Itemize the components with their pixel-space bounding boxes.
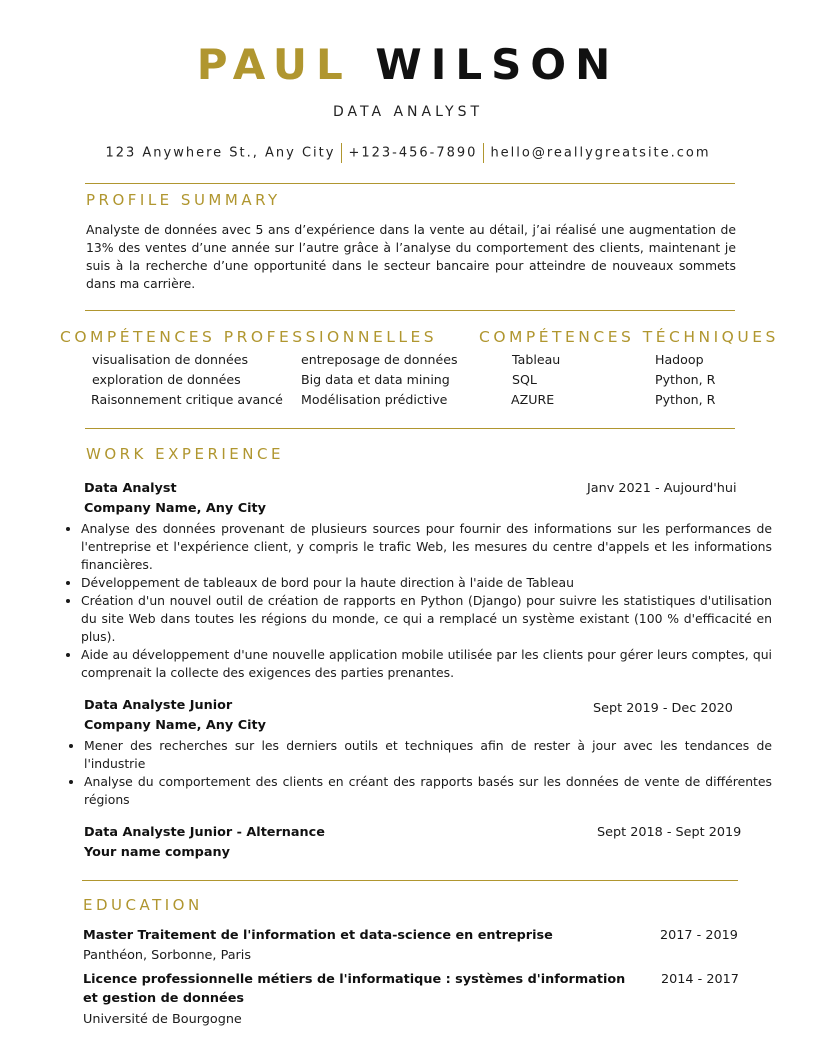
skills-pro-heading: COMPÉTENCES PROFESSIONNELLES — [60, 328, 438, 346]
education-dates: 2014 - 2017 — [661, 972, 739, 987]
job-dates: Sept 2018 - Sept 2019 — [597, 825, 742, 840]
contact-line — [0, 143, 816, 163]
skill-item: Modélisation prédictive — [301, 392, 448, 407]
tech-skill-item: Python, R — [655, 372, 716, 387]
job-title: Data Analyst — [84, 481, 177, 496]
bullet-item: • Création d'un nouvel outil de création de rapports en Python (Django) pour suivre les statistiques d'utilisation du site Web dans toutes les régions du monde, ce qui a remplacé un système existant (100 % d'efficacité en plus). — [81, 592, 772, 646]
job-dates: Janv 2021 - Aujourd'hui — [587, 481, 737, 496]
skill-item: Raisonnement critique avancé — [91, 392, 283, 407]
skill-item: exploration de données — [92, 372, 241, 387]
tech-skill-item: Tableau — [512, 352, 561, 367]
job-title: Data Analyste Junior — [84, 698, 233, 713]
job-bullets — [63, 520, 772, 682]
divider — [85, 428, 735, 429]
job-title: Data Analyste Junior - Alternance — [84, 825, 325, 840]
job-company: Your name company — [84, 845, 230, 860]
divider — [82, 880, 738, 881]
job-company: Company Name, Any City — [84, 501, 266, 516]
bullet-item: • Analyse des données provenant de plusieurs sources pour fournir des informations sur les performances de l'entreprise et l'expérience client, y compris le trafic Web, les mesures du centre d'appels et les informations financières. — [81, 520, 772, 574]
bullet-item: • Mener des recherches sur les derniers outils et techniques afin de rester à jour avec les tendances de l'industrie — [84, 737, 772, 773]
email: hello@reallygreatsite.com — [490, 145, 711, 161]
skills-tech-heading: COMPÉTENCES TÉCHNIQUES — [479, 328, 779, 346]
first-name: PAUL — [196, 40, 352, 89]
job-company: Company Name, Any City — [84, 718, 266, 733]
degree-title: Licence professionnelle métiers de l'informatique : systèmes d'information — [83, 972, 626, 987]
bullet-item: • Aide au développement d'une nouvelle application mobile utilisée par les clients pour gérer leurs comptes, qui comprenait la collecte des exigences des parties prenantes. — [81, 646, 772, 682]
bullet-item: • Analyse du comportement des clients en créant des rapports basés sur les données de vente de différentes régions — [84, 773, 772, 809]
degree-title-cont: et gestion de données — [83, 991, 245, 1006]
contact-divider — [483, 143, 484, 163]
profile-text: Analyste de données avec 5 ans d’expérience dans la vente au détail, j’ai réalisé une augmentation de 13% des ventes d’une année sur l’autre grâce à l’analyse du comportement des clients, maintenant je suis à la recherche d’une opportunité dans le secteur bancaire pour atteindre de nouveaux sommets dans ma carrière. — [86, 222, 736, 291]
work-heading: WORK EXPERIENCE — [86, 445, 284, 463]
last-name: WILSON — [375, 40, 620, 89]
name-heading — [0, 40, 816, 90]
divider — [85, 310, 735, 311]
school-name: Université de Bourgogne — [83, 1012, 242, 1027]
tech-skill-item: AZURE — [511, 392, 555, 407]
divider — [85, 183, 735, 184]
education-dates: 2017 - 2019 — [660, 928, 738, 943]
skill-item: entreposage de données — [301, 352, 458, 367]
education-heading: EDUCATION — [83, 896, 203, 914]
job-title: DATA ANALYST — [332, 104, 484, 120]
contact-divider — [341, 143, 342, 163]
tech-skill-item: Python, R — [655, 392, 716, 407]
skill-item: Big data et data mining — [301, 372, 450, 387]
phone: +123-456-7890 — [348, 145, 478, 161]
job-bullets — [66, 737, 772, 809]
address: 123 Anywhere St., Any City — [105, 145, 336, 161]
tech-skill-item: SQL — [512, 372, 537, 387]
degree-title: Master Traitement de l'information et data-science en entreprise — [83, 928, 553, 943]
skill-item: visualisation de données — [92, 352, 249, 367]
school-name: Panthéon, Sorbonne, Paris — [83, 948, 252, 963]
tech-skill-item: Hadoop — [655, 352, 704, 367]
bullet-item: • Développement de tableaux de bord pour la haute direction à l'aide de Tableau — [81, 574, 772, 592]
profile-heading: PROFILE SUMMARY — [86, 191, 281, 209]
job-dates: Sept 2019 - Dec 2020 — [593, 701, 733, 716]
